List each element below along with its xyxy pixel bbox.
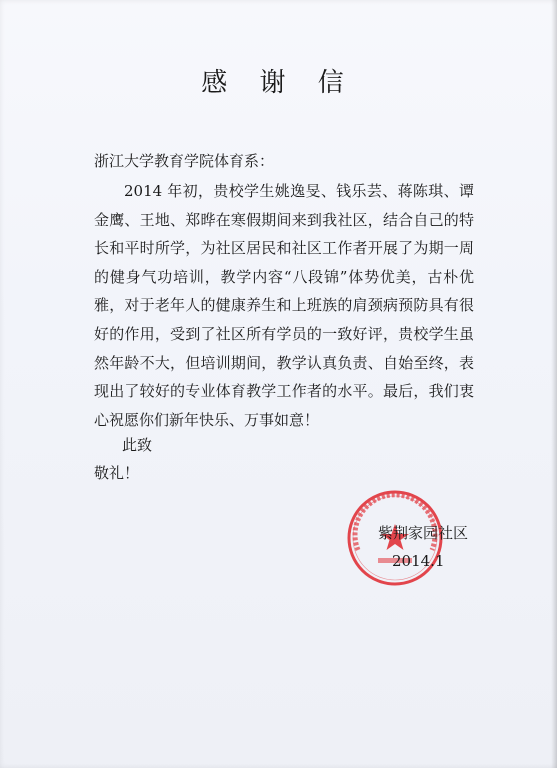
closing-line-1: 此致 xyxy=(122,436,153,454)
scan-edge-shadow xyxy=(551,0,557,768)
signer-name: 紫荆家园社区 xyxy=(378,524,469,542)
signed-date: 2014.1 xyxy=(392,552,445,570)
salutation: 浙江大学教育学院体育系： xyxy=(94,152,275,170)
closing-line-2: 敬礼！ xyxy=(94,464,140,482)
letter-body: 2014 年初，贵校学生姚逸旻、钱乐芸、蒋陈琪、谭金鹰、王地、郑晔在寒假期间来到我社区，结合自己的特长和平时所学，为社区居民和社区工作者开展了为期一周的健身气功培训，教学内容“八段锦”体势优美，古朴优雅，对于老年人的健康养生和上班族的肩颈病预防具有很好的作用，受到了社区所有学员的一致好评，贵校学生虽然年龄不大，但培训期间，教学认真负责、自始至终，表现出了较好的专业体育教学工作者的水平。最后，我们衷心祝愿你们新年快乐、万事如意！ xyxy=(94,182,474,429)
letter-title: 感 谢 信 xyxy=(201,68,356,98)
